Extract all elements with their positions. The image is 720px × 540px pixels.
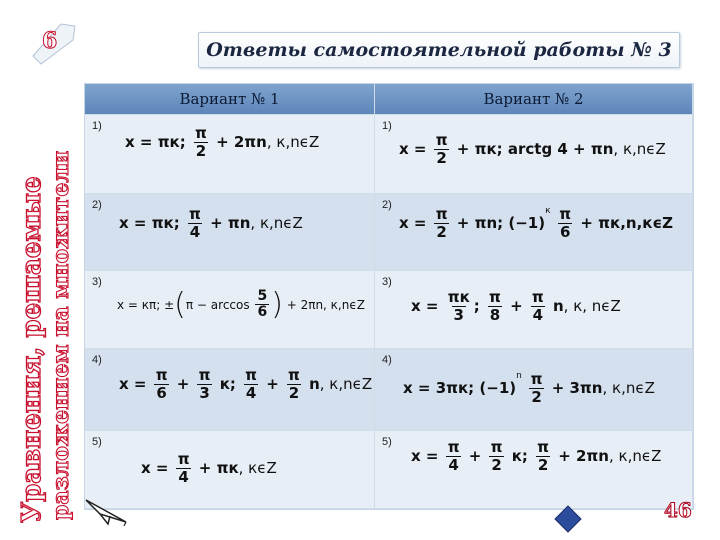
answers-table [84, 83, 694, 510]
row-number: 3) [92, 276, 102, 288]
table-row [85, 115, 693, 194]
side-title-line1: Уравнения, решаемые [17, 176, 47, 523]
row-number: 5) [382, 436, 392, 448]
row-number: 4) [92, 354, 102, 366]
cell-v1 [85, 115, 375, 194]
side-title [0, 68, 78, 528]
row-number: 2) [92, 199, 102, 211]
table-header-row [85, 84, 693, 115]
paper-plane-icon[interactable] [84, 496, 130, 526]
cell-v2 [375, 431, 693, 509]
numbered-badge-icon[interactable] [29, 18, 79, 68]
page-number: 46 [664, 498, 692, 522]
table-row [85, 431, 693, 509]
badge-number: 6 [42, 28, 58, 54]
formula-v2-3: x = πк 3 ; π 8 + $\frac{\pi}{4}$ n , к, nϵZ [411, 288, 621, 324]
cell-v1 [85, 271, 375, 349]
column-header-variant-2: Вариант № 2 [375, 84, 693, 115]
row-number: 4) [382, 354, 392, 366]
page-title: Ответы самостоятельной работы № 3 [198, 32, 680, 68]
formula-v1-4: x = $\frac{\pi}{6}$ + $\frac{\pi}{3}$ к; π 4 + $\frac{\pi}{2}$ n , к,nϵZ [119, 366, 373, 402]
cell-v1 [85, 349, 375, 431]
formula-v1-1: x = πк; π 2 + 2πn , к,nϵZ [125, 124, 320, 160]
cell-v2 [375, 271, 693, 349]
row-number: 5) [92, 436, 102, 448]
formula-v1-3: x = кπ; ± ( π − arccos 5 6 ) + 2πn, к,nϵZ [117, 287, 365, 322]
formula-v2-1: x = $\frac{\pi}{2}$ + πк; arctg 4 + πn , к,nϵZ [399, 131, 666, 167]
row-number: 1) [382, 120, 392, 132]
formula-v1-2: x = πк; π 4 + πn , к,nϵZ [119, 205, 303, 241]
table-row [85, 194, 693, 271]
cell-v2 [375, 349, 693, 431]
cell-v1 [85, 194, 375, 271]
column-header-variant-1: Вариант № 1 [85, 84, 375, 115]
row-number: 1) [92, 120, 102, 132]
formula-v2-2: x = $\frac{\pi}{2}$ + πn; (−1) $^к$ π 6 + πк,n,кϵZ [399, 205, 674, 241]
formula-v2-4: x = 3πк; (−1) $^n$ π 2 + 3πn , к,nϵZ [403, 370, 655, 406]
formula-v2-5: x = $\frac{\pi}{4}$ + $\frac{\pi}{2}$ к; π 2 + 2πn , к,nϵZ [411, 438, 662, 474]
row-number: 2) [382, 199, 392, 211]
formula-v1-5: x = $\frac{\pi}{4}$ + πк , кϵZ [141, 450, 277, 486]
row-number: 3) [382, 276, 392, 288]
cell-v2 [375, 194, 693, 271]
diamond-nav-icon[interactable] [554, 505, 582, 533]
table-row [85, 271, 693, 349]
table-row [85, 349, 693, 431]
side-title-line2: разложением на множители [48, 150, 74, 520]
cell-v2 [375, 115, 693, 194]
